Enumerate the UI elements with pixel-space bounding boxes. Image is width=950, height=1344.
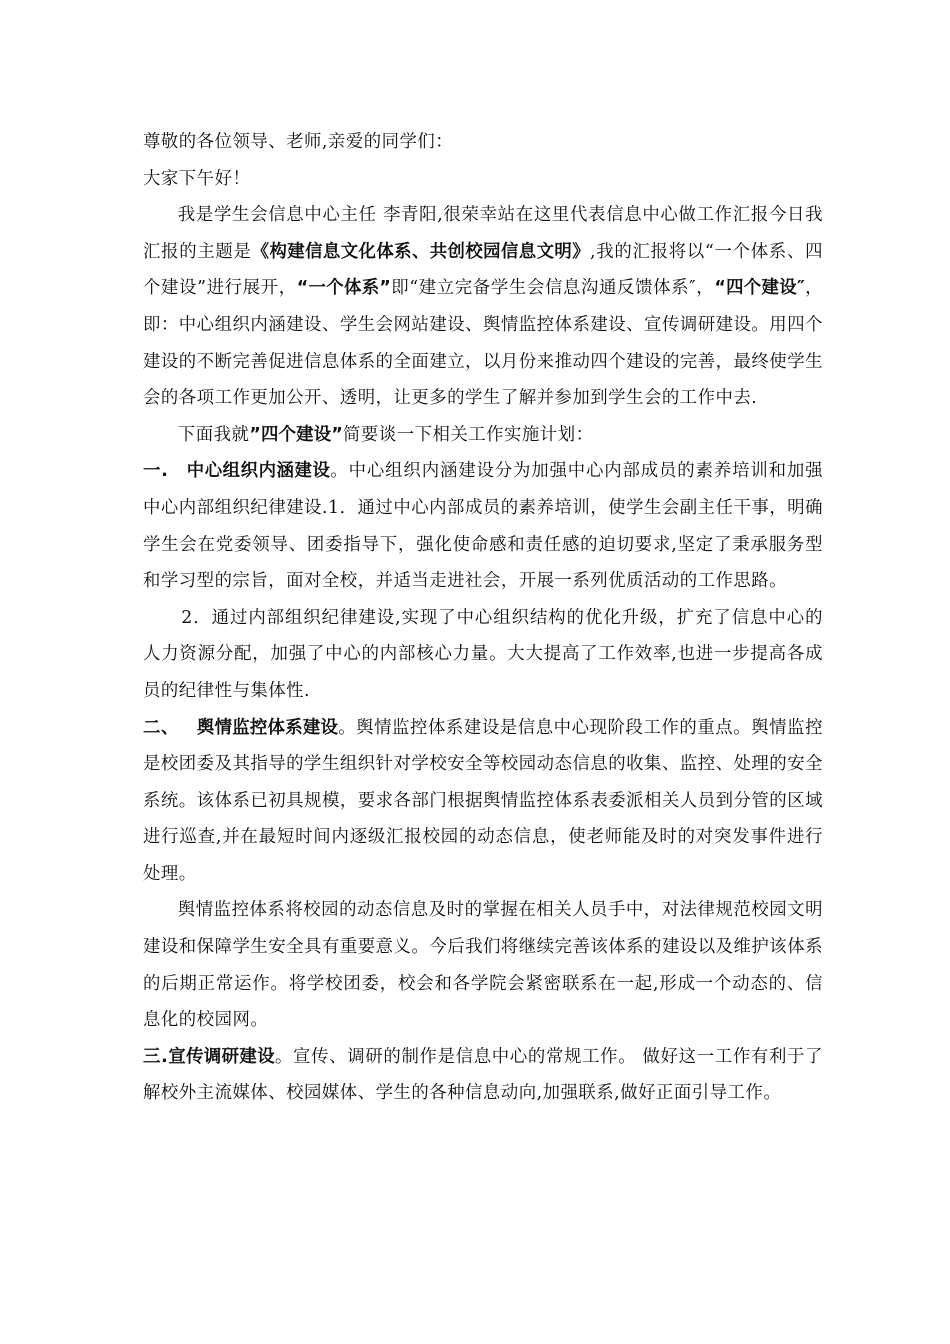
transition-bold: ”四个建设” <box>249 424 343 445</box>
section1-number: 一. <box>143 461 169 482</box>
section1-title: 中心组织内涵建设 <box>186 461 331 482</box>
section2-paragraph <box>143 710 823 893</box>
section1-paragraph <box>143 453 823 599</box>
transition-paragraph <box>143 417 823 454</box>
intro-text-1: 我是学生会信息中心主任 李青阳,很荣幸站在这里代表信息中心做工作汇报今日我汇报的主题是 <box>143 205 823 262</box>
section2-body: 。舆情监控体系建设是信息中心现阶段工作的重点。舆情监控是校团委及其指导的学生组织针对学校安全等校园动态信息的收集、监控、处理的安全系统。该体系已初具规模，要求各部门根据舆情监控体系表委派相关人员到分管的区域进行巡查,并在最短时间内逐级汇报校园的动态信息，使老师能及时的对突发事件进行处理。 <box>143 717 823 884</box>
section3-title: 宣传调研建设 <box>168 1046 275 1067</box>
section2-title: 舆情监控体系建设 <box>196 717 339 738</box>
hello-line: 大家下午好！ <box>143 168 251 189</box>
section2-number: 二、 <box>143 717 179 738</box>
intro-paragraph <box>143 197 823 417</box>
report-theme: 《构建信息文化体系、共创校园信息文明》 <box>251 241 591 262</box>
document-page <box>143 124 823 1112</box>
section2-paragraph-2: 舆情监控体系将校园的动态信息及时的掌握在相关人员手中，对法律规范校园文明建设和保障学生安全具有重要意义。今后我们将继续完善该体系的建设以及维护该体系的后期正常运作。将学校团委，校会和各学院会紧密联系在一起,形成一个动态的、信息化的校园网。 <box>143 900 823 1031</box>
section3-body: 。宣传、调研的制作是信息中心的常规工作。 做好这一工作有利于了解校外主流媒体、校园媒体、学生的各种信息动向,加强联系,做好正面引导工作。 <box>143 1046 824 1104</box>
intro-text-4: ，即：中心组织内涵建设、学生会网站建设、舆情监控体系建设、宣传调研建设。用四个建设的不断完善促进信息体系的全面建立，以月份来推动四个建设的完善，最终使学生会的各项工作更加公开、透明，让更多的学生了解并参加到学生会的工作中去. <box>143 278 823 409</box>
intro-text-2: ,我的汇报将以“一个体系、四个建设”进行展开， <box>143 241 823 299</box>
section1-paragraph-2: 2．通过内部组织纪律建设,实现了中心组织结构的优化升级，扩充了信息中心的人力资源分配，加强了中心的内部核心力量。大大提高了工作效率,也进一步提高各成员的纪律性与集体性. <box>143 607 823 701</box>
transition-text-1: 下面我就 <box>177 424 250 445</box>
one-system-label: “一个体系” <box>296 278 392 299</box>
transition-text-2: 简要谈一下相关工作实施计划： <box>343 424 594 445</box>
four-builds-label: “四个建设″ <box>714 278 805 299</box>
section3-paragraph <box>143 1039 823 1112</box>
intro-text-3: 即“建立完备学生会信息沟通反馈体系″， <box>391 278 715 299</box>
section3-number: 三. <box>143 1046 169 1067</box>
greeting-line: 尊敬的各位领导、老师,亲爱的同学们： <box>143 132 454 152</box>
section1-body: 。中心组织内涵建设分为加强中心内部成员的素养培训和加强中心内部组织纪律建设.1．通过中心内部成员的素养培训，使学生会副主任干事，明确学生会在党委领导、团委指导下，强化使命感和责任感的迫切要求,坚定了秉承服务型和学习型的宗旨，面对全校，并适当走进社会，开展一系列优质活动的工作思路。 <box>143 461 823 592</box>
